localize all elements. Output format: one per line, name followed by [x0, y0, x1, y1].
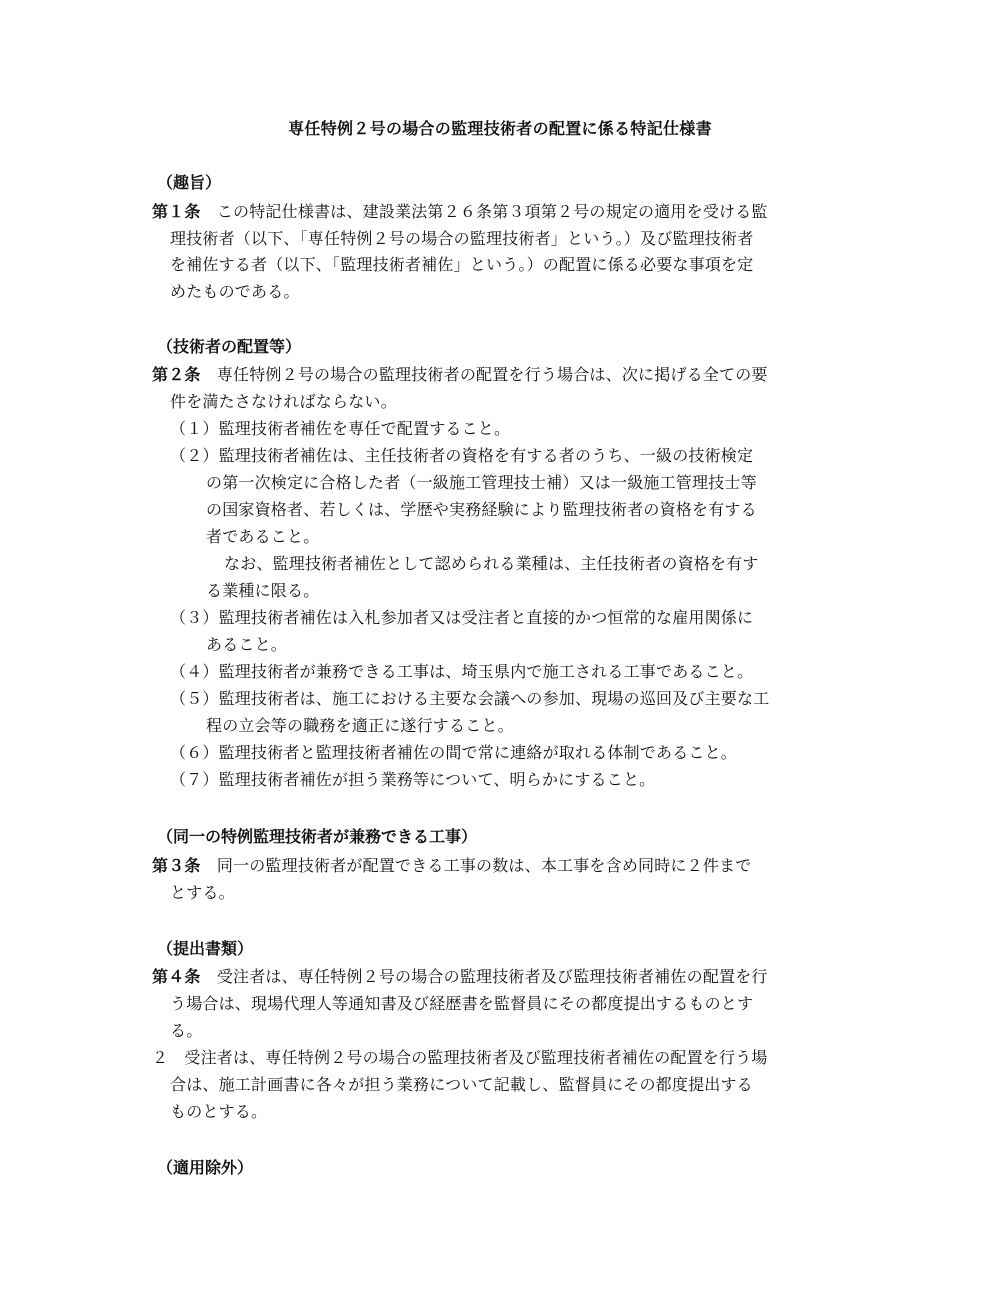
list-item-2-note: なお、監理技術者補佐として認められる業種は、主任技術者の資格を有す — [224, 554, 759, 573]
article-1-text: この特記仕様書は、建設業法第２６条第３項第２号の規定の適用を受ける監 — [216, 202, 768, 221]
article-1-line: めたものである。 — [170, 282, 300, 301]
list-item-7: （７）監理技術者補佐が担う業務等について、明らかにすること。 — [170, 770, 656, 789]
list-item-1: （１）監理技術者補佐を専任で配置すること。 — [170, 419, 511, 438]
list-item-2-continuation: の第一次検定に合格した者（一級施工管理技士補）又は一級施工管理技士等 — [206, 473, 757, 492]
list-item-6: （６）監理技術者と監理技術者補佐の間で常に連絡が取れる体制であること。 — [170, 743, 738, 762]
list-item-4: （４）監理技術者が兼務できる工事は、埼玉県内で施工される工事であること。 — [170, 662, 754, 681]
article-2-label: 第２条 — [152, 365, 201, 384]
list-item-5-continuation: 程の立会等の職務を適正に遂行すること。 — [206, 716, 514, 735]
article-4-paragraph-2-line: ものとする。 — [170, 1102, 268, 1121]
article-3-text: 同一の監理技術者が配置できる工事の数は、本工事を含め同時に２件まで — [216, 856, 752, 875]
section-heading-purpose: （趣旨） — [157, 173, 222, 192]
article-4-text: 受注者は、専任特例２号の場合の監理技術者及び監理技術者補佐の配置を行 — [216, 967, 768, 986]
article-1-line: を補佐する者（以下、「監理技術者補佐」という。）の配置に係る必要な事項を定 — [170, 255, 754, 274]
section-heading-submissions: （提出書類） — [157, 939, 254, 958]
article-2-line: 件を満たさなければならない。 — [170, 392, 397, 411]
list-item-5: （５）監理技術者は、施工における主要な会議への参加、現場の巡回及び主要な工 — [170, 689, 770, 708]
article-1-first-line — [152, 201, 768, 223]
section-heading-concurrent-works: （同一の特例監理技術者が兼務できる工事） — [157, 827, 478, 846]
article-4-first-line — [152, 966, 768, 988]
article-4-paragraph-2-line: 合は、施工計画書に各々が担う業務について記載し、監督員にその都度提出する — [170, 1075, 753, 1094]
article-1-line: 理技術者（以下、「専任特例２号の場合の監理技術者」という。）及び監理技術者 — [170, 229, 754, 248]
article-2-text: 専任特例２号の場合の監理技術者の配置を行う場合は、次に掲げる全ての要 — [216, 365, 768, 384]
list-item-2: （２）監理技術者補佐は、主任技術者の資格を有する者のうち、一級の技術検定 — [170, 446, 754, 465]
article-3-label: 第３条 — [152, 856, 201, 875]
article-3-first-line — [152, 855, 751, 877]
article-4-paragraph-2: ２ 受注者は、専任特例２号の場合の監理技術者及び監理技術者補佐の配置を行う場 — [152, 1048, 768, 1067]
list-item-2-continuation: 者であること。 — [206, 527, 320, 546]
section-heading-placement: （技術者の配置等） — [157, 337, 302, 356]
article-4-label: 第４条 — [152, 967, 201, 986]
article-4-line: う場合は、現場代理人等通知書及び経歴書を監督員にその都度提出するものとす — [170, 994, 754, 1013]
list-item-3: （３）監理技術者補佐は入札参加者又は受注者と直接的かつ恒常的な雇用関係に — [170, 608, 754, 627]
section-heading-exclusions: （適用除外） — [157, 1158, 254, 1177]
article-1-label: 第１条 — [152, 202, 201, 221]
article-2-first-line — [152, 364, 768, 386]
article-4-line: る。 — [170, 1021, 203, 1040]
article-3-line: とする。 — [170, 883, 235, 902]
document-title: 専任特例２号の場合の監理技術者の配置に係る特記仕様書 — [288, 119, 712, 138]
list-item-2-continuation: の国家資格者、若しくは、学歴や実務経験により監理技術者の資格を有する — [206, 500, 757, 519]
list-item-3-continuation: あること。 — [206, 635, 288, 654]
list-item-2-note-continuation: る業種に限る。 — [206, 581, 320, 600]
